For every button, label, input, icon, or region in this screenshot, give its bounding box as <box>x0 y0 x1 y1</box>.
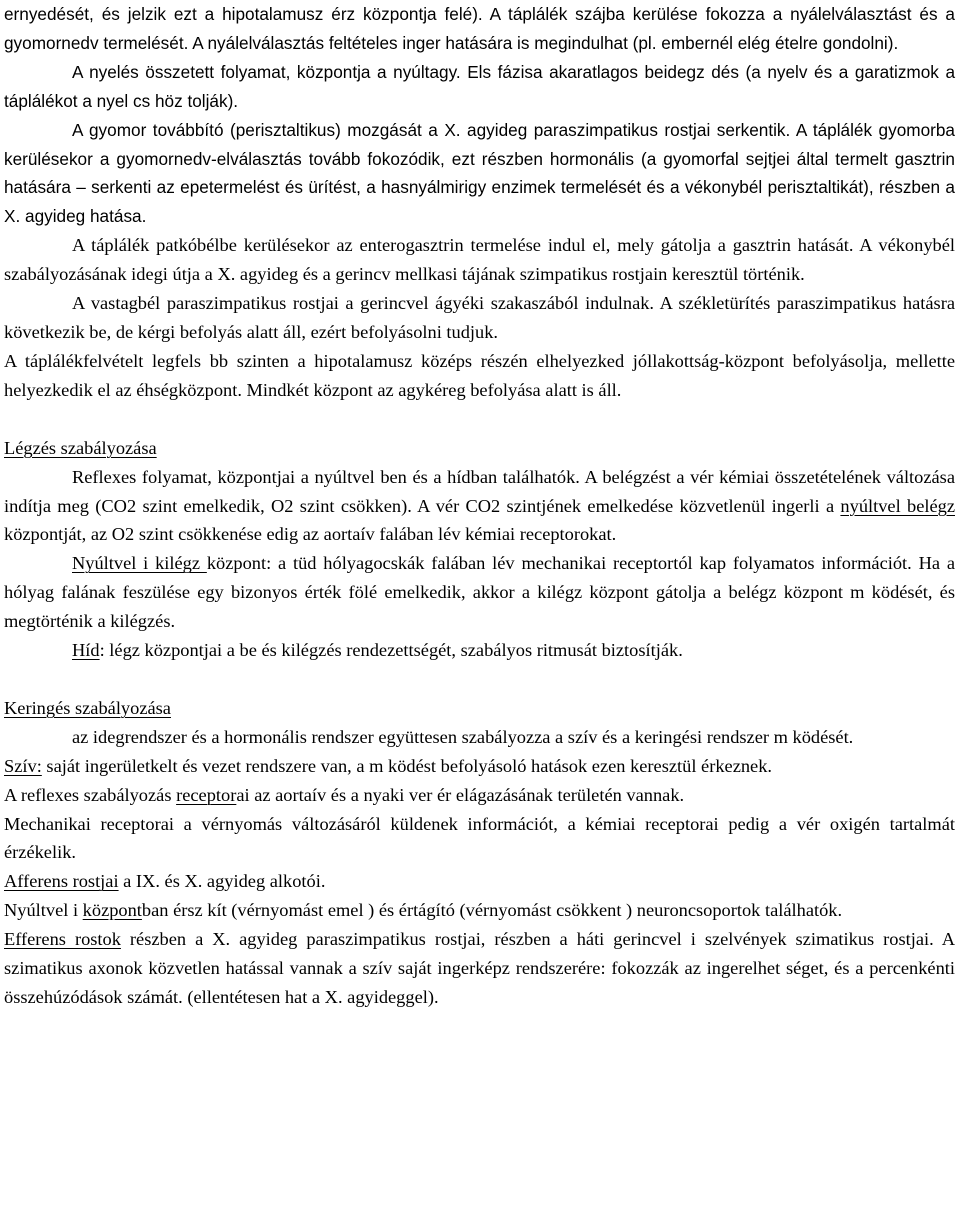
underlined-term: receptor <box>176 784 237 805</box>
heading-breathing-text: Légzés szabályozása <box>4 437 157 458</box>
paragraph-food-intake: A táplálékfelvételt legfels bb szinten a hipotalamusz középs részén elhelyezked jóllakottság-központ befolyásolja, mellette helyezkedik el az éhségközpont. Mindkét központ az agykéreg befolyása alatt is áll. <box>4 350 955 400</box>
text-run: A reflexes szabályozás <box>4 784 177 805</box>
text-run: Nyúltvel i <box>4 900 83 921</box>
paragraph-small-intestine: A táplálék patkóbélbe kerülésekor az enterogasztrin termelése indul el, mely gátolja a gasztrin hatását. A vékonybél szabályozásának idegi útja a X. agyideg és a gerincv mellkasi tájának szimpatikus rostjain keresztül történik. <box>4 235 955 285</box>
paragraph-circulation-intro: az idegrendszer és a hormonális rendszer együttesen szabályozza a szív és a keringési rendszer m ködését. <box>72 726 854 747</box>
underlined-term: központ <box>82 900 142 921</box>
underlined-term: Afferens rostjai <box>4 871 119 892</box>
heading-circulation-text: Keringés szabályozása <box>4 697 171 718</box>
underlined-term: Szív: <box>4 755 42 776</box>
underlined-term: Efferens rostok <box>4 929 121 950</box>
text-run: részben a X. agyideg paraszimpatikus rostjai, részben a háti gerincvel i szelvények szimatikus rostjai. A szimatikus axonok közvetlen hatással vannak a szív saját ingerképz rendszerére: fokozzák az ingerelhet séget, és a percenkénti összehúzódások számát. (ellentétesen hat a X. agyideggel). <box>4 929 955 1007</box>
paragraph-large-intestine: A vastagbél paraszimpatikus rostjai a gerincvel ágyéki szakaszából indulnak. A székletürítés paraszimpatikus hatásra következik be, de kérgi befolyás alatt áll, ezért befolyásolni tudjuk. <box>4 293 955 342</box>
text-run: saját ingerületkelt és vezet rendszere van, a m ködést befolyásoló hatások ezen keresztül érkeznek. <box>41 755 773 776</box>
text-run: központját, az O2 szint csökkenése edig az aortaív falában lév kémiai receptorokat. <box>4 524 617 545</box>
paragraph-efferent <box>4 925 955 1012</box>
paragraph-medulla-center <box>4 896 955 925</box>
section-spacer <box>4 405 955 434</box>
paragraph-heart <box>4 752 955 781</box>
heading-circulation-regulation <box>4 694 955 723</box>
underlined-term: nyúltvel belégz <box>840 495 955 516</box>
paragraph-pons <box>4 636 955 665</box>
paragraph-saliva: ernyedését, és jelzik ezt a hipotalamusz érz központja felé). A táplálék szájba kerülése fokozza a nyálelválasztást és a gyomornedv termelését. A nyálelválasztás feltételes inger hatására is megindulhat (pl. embernél elég ételre gondolni). <box>4 4 955 53</box>
paragraph-receptors <box>4 781 955 810</box>
paragraph-expiration-center <box>4 549 955 636</box>
paragraph-swallowing: A nyelés összetett folyamat, központja a nyúltagy. Els fázisa akaratlagos beidegz dés (a nyelv és a garatizmok a táplálékot a nyel cs höz tolják). <box>4 61 955 111</box>
paragraph-breathing-reflex <box>4 463 955 550</box>
section-spacer <box>4 665 955 694</box>
paragraph-afferent <box>4 867 955 896</box>
text-run: ban érsz kít (vérnyomást emel ) és értágító (vérnyomást csökkent ) neuroncsoportok találhatók. <box>141 900 843 921</box>
text-run: : légz központjai a be és kilégzés rendezettségét, szabályos ritmusát biztosítják. <box>99 640 683 661</box>
underlined-term: Híd <box>72 640 100 661</box>
text-run: központ: a tüd hólyagocskák falában lév mechanikai receptortól kap folyamatos információt. Ha a hólyag falának feszülése egy bizonyos érték fölé emelkedik, akkor a kilégz központ gátolja a belégz központ m ködését, és megtörténik a kilégzés. <box>4 553 955 632</box>
underlined-term: Nyúltvel i kilégz <box>72 553 207 574</box>
heading-breathing-regulation <box>4 434 955 463</box>
text-run: a IX. és X. agyideg alkotói. <box>118 871 326 892</box>
text-run: ai az aortaív és a nyaki ver ér elágazásának területén vannak. <box>236 784 685 805</box>
paragraph-mechanoreceptors: Mechanikai receptorai a vérnyomás változásáról küldenek információt, a kémiai receptorai pedig a vér oxigén tartalmát érzékelik. <box>4 813 955 863</box>
paragraph-stomach: A gyomor továbbító (perisztaltikus) mozgását a X. agyideg paraszimpatikus rostjai serkentik. A táplálék gyomorba kerülésekor a gyomornedv-elválasztás tovább fokozódik, ezt részben hormonális (a gyomorfal sejtjei által termelt gasztrin hatására – serkenti az epetermelést és ürítést, a hasnyálmirigy enzimek termelését és a vékonybél perisztaltikát), részben a X. agyideg hatása. <box>4 119 955 227</box>
text-run: Reflexes folyamat, központjai a nyúltvel ben és a hídban találhatók. A belégzést a vér kémiai összetételének változása indítja meg (CO2 szint emelkedik, O2 szint csökken). A vér CO2 szintjének emelkedése közvetlenül ingerli a <box>4 466 955 516</box>
